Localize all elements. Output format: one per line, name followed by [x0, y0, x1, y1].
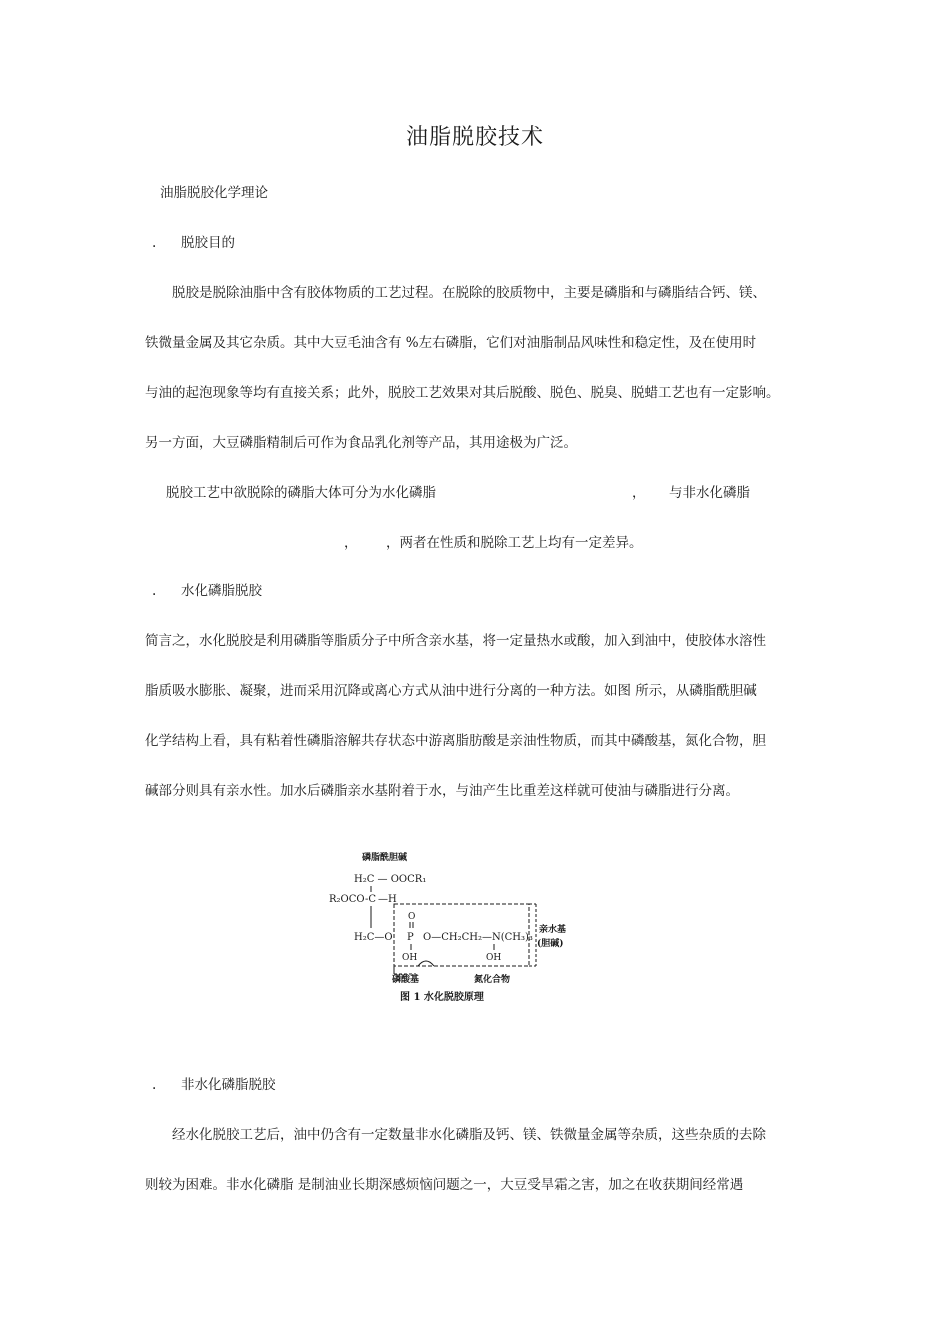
figure-oxygen-top: O: [408, 912, 416, 922]
figure-caption: 图 1 水化脱胶原理: [400, 992, 484, 1003]
section-heading: 油脂脱胶化学理论: [160, 185, 268, 201]
paragraph-1-line: 脱胶是脱除油脂中含有胶体物质的工艺过程。在脱除的胶质物中，主要是磷脂和与磷脂结合钙、镁、: [172, 285, 766, 301]
paragraph-3-line: 脂质吸水膨胀、凝聚，进而采用沉降或离心方式从油中进行分离的一种方法。如图 所示，从磷脂酰胆碱: [145, 683, 757, 699]
paragraph-2-text: 与非水化磷脂: [669, 485, 750, 501]
figure-formula-chain: O—CH₂CH₂—N(CH₃)₃: [423, 932, 533, 943]
paragraph-3-line: 碱部分则具有亲水性。加水后磷脂亲水基附着于水，与油产生比重差这样就可使油与磷脂进行分离。: [145, 783, 739, 799]
subsection-3-marker: .: [152, 1077, 157, 1093]
figure-label-nitrogen: 氮化合物: [474, 975, 511, 985]
subsection-3-heading: 非水化磷脂脱胶: [181, 1077, 276, 1093]
paragraph-1-line: 另一方面，大豆磷脂精制后可作为食品乳化剂等产品，其用途极为广泛。: [145, 435, 577, 451]
subsection-1-marker: .: [152, 235, 157, 251]
figure-formula-line3-left: H₂C—O: [354, 932, 393, 943]
figure-label-choline: (胆碱): [537, 939, 564, 949]
figure-phosphorus: P: [407, 932, 414, 943]
figure-formula-line1: H₂C — OOCR₁: [354, 874, 427, 885]
figure-formula-line2-left: R₂OCO-C: [329, 894, 376, 905]
phospholipid-structure-figure: [326, 848, 584, 1008]
figure-label-hydrophilic: 亲水基: [539, 925, 567, 935]
figure-formula-line2-right: —H: [378, 894, 397, 905]
document-title: 油脂脱胶技术: [405, 125, 544, 150]
paragraph-2-text: 脱胶工艺中欲脱除的磷脂大体可分为水化磷脂: [166, 485, 436, 501]
paragraph-1-line: 与油的起泡现象等均有直接关系；此外，脱胶工艺效果对其后脱酸、脱色、脱臭、脱蜡工艺也有一定影响。: [145, 385, 780, 401]
figure-molecule-name: 磷脂酰胆碱: [362, 853, 408, 863]
paragraph-3-line: 化学结构上看，具有粘着性磷脂溶解共存状态中游离脂肪酸是亲油性物质，而其中磷酸基，氮化合物，胆: [145, 733, 766, 749]
paragraph-4-line: 经水化脱胶工艺后，油中仍含有一定数量非水化磷脂及钙、镁、铁微量金属等杂质，这些杂质的去除: [172, 1127, 766, 1143]
subsection-2-marker: .: [152, 583, 157, 599]
paragraph-2-text: ，两者在性质和脱除工艺上均有一定差异。: [386, 535, 643, 551]
paragraph-2-comma: ，: [632, 485, 646, 501]
subsection-1-heading: 脱胶目的: [181, 235, 235, 251]
subsection-2-heading: 水化磷脂脱胶: [181, 583, 262, 599]
figure-oh-phosphate: OH: [402, 953, 418, 963]
paragraph-1-line: 铁微量金属及其它杂质。其中大豆毛油含有 %左右磷脂，它们对油脂制品风味性和稳定性，及在使用时: [145, 335, 757, 351]
paragraph-2-comma: ，: [344, 535, 358, 551]
figure-label-phosphate: 磷酸基: [392, 975, 420, 985]
figure-oh-nitrogen: OH: [486, 953, 502, 963]
figure-curve: [418, 961, 434, 966]
paragraph-4-line: 则较为困难。非水化磷脂 是制油业长期深感烦恼问题之一，大豆受旱霜之害，加之在收获期间经常遇: [145, 1177, 744, 1193]
paragraph-3-line: 简言之，水化脱胶是利用磷脂等脂质分子中所含亲水基，将一定量热水或酸，加入到油中，使胶体水溶性: [145, 633, 766, 649]
